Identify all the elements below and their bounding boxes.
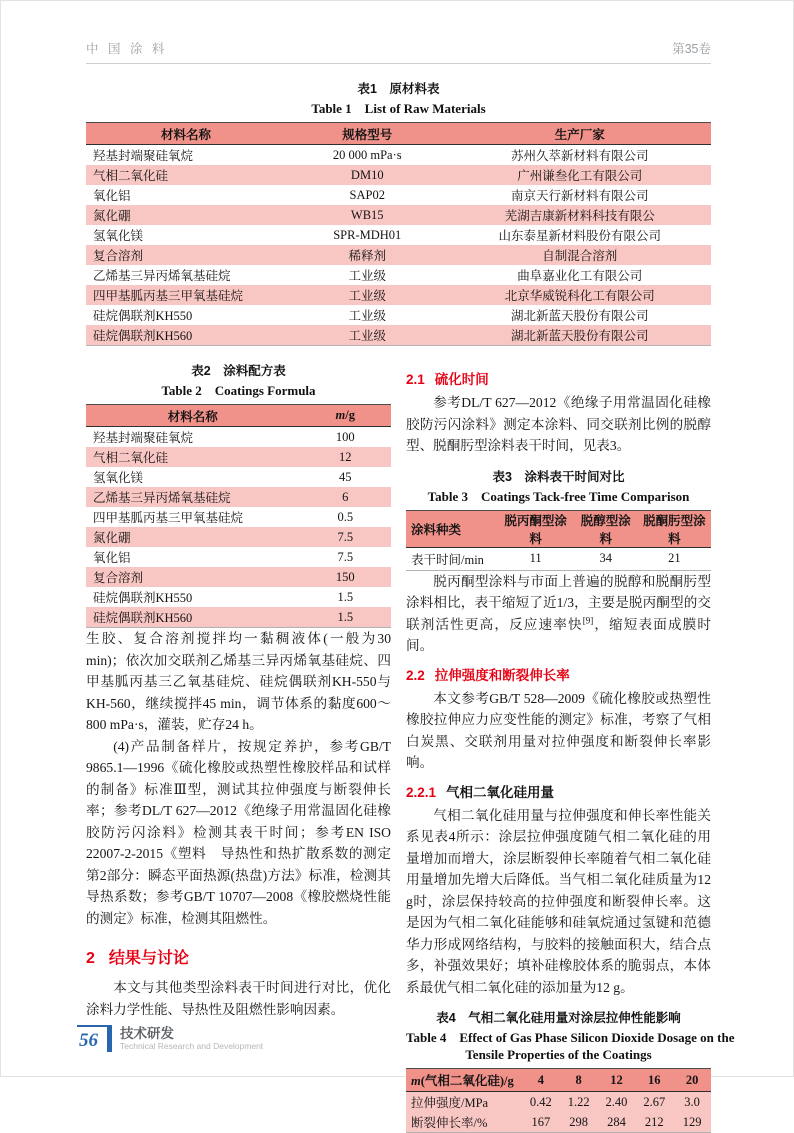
table2-caption-en: Table 2 Coatings Formula: [161, 383, 316, 398]
table-cell: 表干时间/min: [411, 552, 484, 567]
table-header-row: [406, 510, 711, 547]
table-header-cell: 16: [635, 1069, 673, 1092]
table-cell: 拉伸强度/MPa: [411, 1096, 489, 1110]
table-row: [86, 467, 391, 487]
table-header-cell: 涂料种类: [406, 510, 498, 547]
page-number: 56: [77, 1025, 107, 1052]
table-cell: 断裂伸长率/%: [411, 1116, 488, 1130]
unit-symbol: m: [411, 1074, 421, 1088]
table1-caption-zh: 表1 原材料表: [357, 82, 440, 96]
table-row: [406, 1112, 711, 1133]
table-cell: 34: [599, 551, 613, 565]
table-cell: 氧化铝: [93, 551, 131, 565]
table-cell: 乙烯基三异丙烯氧基硅烷: [93, 491, 231, 505]
table-cell: 150: [335, 569, 355, 584]
table-cell: 羟基封端聚硅氧烷: [93, 431, 194, 445]
paragraph-text: ，缩短表面成膜时间。: [406, 616, 712, 653]
table-cell: 21: [668, 551, 681, 565]
table-cell: 212: [644, 1114, 664, 1129]
paragraph: 气相二氧化硅用量与拉伸强度和伸长率性能关系见表4所示：涂层拉伸强度随气相二氧化硅的用量增加而增大，涂层断裂伸长率随着气相二氧化硅用量增加先增大后降低。当气相二氧化硅质量为12 g时，涂层保持较高的拉伸强度和断裂伸长率。这是因为气相二氧化硅能够和硅氧烷通过氢键和范德华力形成网络结构，与胶料的接触面积大，结合点多，补强效果好；填补硅橡胶体系的脆弱点，本体系最优气相二氧化硅的添加量为12 g。: [406, 807, 711, 995]
running-header: [86, 39, 711, 64]
table4-caption-zh: 表4 气相二氧化硅用量对涂层拉伸性能影响: [436, 1011, 681, 1025]
table-header-cell: 脱醇型涂料: [574, 510, 638, 547]
table-header-cell: 规格型号: [286, 123, 449, 145]
section-number: 2: [86, 950, 95, 967]
table-header-cell: 材料名称: [86, 123, 286, 145]
table-cell: SPR-MDH01: [333, 227, 402, 242]
table-cell: 氮化硼: [93, 531, 131, 545]
paragraph-text: 脱丙酮型涂料与市面上普遍的脱醇和脱酮肟型涂料相比，表干缩短了近1/3，主要是脱丙酮型的交联剂活性更高，反应速率快: [406, 573, 711, 632]
table-cell: 工业级: [348, 269, 386, 283]
table-cell: 298: [569, 1114, 588, 1129]
table-cell: 山东泰星新材料股份有限公司: [498, 229, 661, 243]
table-cell: 45: [339, 469, 352, 484]
table-header-row: [86, 123, 711, 145]
table-row: [86, 205, 711, 225]
table-header-cell: 20: [673, 1069, 711, 1092]
table-header-row: [86, 405, 391, 427]
table-header-cell: 脱酮肟型涂料: [638, 510, 711, 547]
footer-section-zh: 技术研发: [120, 1025, 174, 1041]
section-heading-2-2: [406, 664, 711, 684]
table-cell: 硅烷偶联剂KH550: [93, 309, 193, 323]
section-title: 硫化时间: [434, 372, 489, 387]
table2-coatings-formula: [86, 404, 391, 628]
table-cell: 工业级: [348, 329, 386, 343]
table-cell: 3.0: [684, 1094, 700, 1109]
table-header-cell: [300, 405, 392, 427]
paragraph: (4)产品制备样片，按规定养护，参考GB/T 9865.1—1996《硫化橡胶或热塑性橡胶样品和试样的制备》标准Ⅲ型，测试其拉伸强度与断裂伸长率；参考DL/T 627—2012《绝缘子用常温固化硅橡胶防污闪涂料》检测其表干时间；参考EN ISO 22007-2-2015《塑料 导热性和热扩散系数的测定 第2部分：瞬态平面热源(热盘)方法》标准，检测其导热系数；参考GB/T 10707—2008《橡胶燃烧性能的测定》标准，检测其阻燃性。: [86, 738, 405, 926]
footer-section: [120, 1025, 263, 1052]
table-cell: 12: [339, 449, 352, 464]
unit-text: /g: [345, 408, 355, 422]
table-row: [86, 567, 391, 587]
footer-accent-bar: [107, 1025, 112, 1052]
table-row: [86, 527, 391, 547]
table-cell: WB15: [350, 207, 384, 222]
left-column: [86, 361, 405, 1133]
table-cell: 2.67: [643, 1094, 666, 1109]
table-header-cell: 生产厂家: [449, 123, 712, 145]
table-cell: 复合溶剂: [93, 571, 144, 585]
page-content: [86, 79, 735, 1133]
reference-mark: [9]: [582, 614, 594, 625]
table-cell: 南京天行新材料有限公司: [510, 189, 649, 203]
table3-caption-en: Table 3 Coatings Tack-free Time Comparison: [427, 488, 690, 504]
unit-text: (气相二氧化硅)/g: [420, 1074, 514, 1088]
table-row: [86, 185, 711, 205]
table-cell: 自制混合溶剂: [542, 249, 618, 263]
table-cell: 11: [529, 551, 542, 565]
table-cell: 284: [607, 1114, 626, 1129]
table-row: [86, 507, 391, 527]
table-cell: 20 000 mPa·s: [332, 147, 402, 162]
unit-symbol: m: [335, 408, 346, 422]
right-column: [406, 361, 735, 1133]
table-cell: 1.5: [337, 609, 354, 624]
table3-caption-zh: 表3 涂料表干时间对比: [492, 469, 625, 484]
table-cell: 167: [531, 1114, 551, 1129]
table-cell: 羟基封端聚硅氧烷: [93, 149, 194, 163]
table-row: [86, 225, 711, 245]
table-cell: 气相二氧化硅: [93, 451, 169, 465]
table-cell: 1.22: [567, 1094, 590, 1109]
table-cell: 广州谦叁化工有限公司: [517, 169, 643, 183]
table-row: [86, 427, 391, 448]
paragraph: 本文参考GB/T 528—2009《硫化橡胶或热塑性橡胶拉伸应力应变性能的测定》标准，考察了气相白炭黑、交联剂用量对拉伸强度和断裂伸长率影响。: [406, 690, 711, 770]
table-row: [86, 587, 391, 607]
volume-label: 第35卷: [672, 42, 711, 56]
table-cell: 7.5: [337, 549, 354, 564]
table3-tack-free-time: [406, 510, 711, 571]
footer-section-en: Technical Research and Development: [120, 1040, 264, 1051]
table-cell: 0.5: [337, 509, 354, 524]
table-cell: 芜湖吉康新材料科技有限公: [504, 209, 655, 223]
table-cell: 苏州久萃新材料有限公司: [510, 149, 649, 163]
table-cell: 氧化铝: [93, 189, 131, 203]
table-header-row: [406, 1069, 711, 1092]
table4-tensile-properties: [406, 1068, 711, 1133]
table-cell: SAP02: [349, 187, 385, 202]
table-header-cell: 8: [560, 1069, 598, 1092]
table1-raw-materials: [86, 122, 711, 346]
section-title: 气相二氧化硅用量: [446, 784, 555, 800]
paragraph: 参考DL/T 627—2012《绝缘子用常温固化硅橡胶防污闪涂料》测定本涂料、同交联剂比例的脱醇型、脱酮肟型涂料表干时间，见表3。: [406, 395, 711, 453]
table-row: [86, 145, 711, 166]
table-cell: 乙烯基三异丙烯氧基硅烷: [93, 269, 231, 283]
table-row: [86, 305, 711, 325]
paragraph: [406, 571, 711, 657]
table-cell: 硅烷偶联剂KH560: [93, 329, 193, 343]
table-cell: 氢氧化镁: [93, 471, 144, 485]
table-row: [406, 547, 711, 570]
table-row: [86, 285, 711, 305]
table-cell: 四甲基胍丙基三甲氧基硅烷: [93, 511, 244, 525]
table-cell: 1.5: [337, 589, 354, 604]
table-cell: 129: [682, 1114, 702, 1129]
table-row: [86, 607, 391, 628]
section-heading-2-2-1: [406, 781, 711, 801]
journal-name: 中 国 涂 料: [86, 42, 168, 56]
table-header-cell: [406, 1069, 522, 1092]
table-cell: 7.5: [337, 529, 354, 544]
table-cell: 0.42: [529, 1094, 552, 1109]
table-cell: 2.40: [605, 1094, 628, 1109]
table-cell: 气相二氧化硅: [93, 169, 169, 183]
section-number: 2.2: [406, 667, 425, 683]
table-row: [86, 245, 711, 265]
table-row: [86, 447, 391, 467]
table-header-cell: 12: [598, 1069, 636, 1092]
table1-caption-en: Table 1 List of Raw Materials: [311, 101, 486, 116]
table-cell: 工业级: [348, 289, 386, 303]
page-footer: [77, 1025, 263, 1052]
table-header-cell: 4: [522, 1069, 560, 1092]
table-row: [86, 265, 711, 285]
table-cell: 6: [342, 489, 349, 504]
table-cell: 氢氧化镁: [93, 229, 144, 243]
table-row: [406, 1092, 711, 1113]
paragraph: 生胶、复合溶剂搅拌均一黏稠液体(一般为30 min)；依次加交联剂乙烯基三异丙烯氧基硅烷、四甲基胍丙基三乙氧基硅烷、硅烷偶联剂KH-550与KH-560，继续搅拌45 min，调节体系的黏度600～800 mPa·s，灌装，贮存24 h。: [86, 631, 391, 732]
paragraph: 本文与其他类型涂料表干时间进行对比，优化涂料力学性能、导热性及阻燃性影响因素。: [86, 980, 391, 1017]
table-row: [86, 547, 391, 567]
section-title: 拉伸强度和断裂伸长率: [434, 667, 570, 683]
table-cell: 氮化硼: [93, 209, 131, 223]
table-cell: 四甲基胍丙基三甲氧基硅烷: [93, 289, 244, 303]
section-title: 结果与讨论: [108, 950, 189, 967]
table-row: [86, 487, 391, 507]
table-cell: 北京华威锐科化工有限公司: [504, 289, 655, 303]
table-cell: 100: [335, 429, 355, 444]
table-row: [86, 325, 711, 346]
table-cell: 稀释剂: [348, 249, 386, 263]
table2-caption-zh: 表2 涂料配方表: [191, 364, 286, 378]
table4-caption-en: Table 4 Effect of Gas Phase Silicon Dioxide Dosage on the Tensile Properties of the Coatings: [406, 1030, 735, 1062]
table-cell: 硅烷偶联剂KH560: [93, 611, 193, 625]
table-cell: DM10: [350, 167, 384, 182]
table-cell: 硅烷偶联剂KH550: [93, 591, 193, 605]
section-number: 2.2.1: [406, 784, 437, 800]
table-cell: 工业级: [348, 309, 386, 323]
table-header-cell: 脱丙酮型涂料: [498, 510, 574, 547]
table-cell: 曲阜嘉业化工有限公司: [517, 269, 643, 283]
section-heading-2-1: [406, 368, 711, 388]
table-header-cell: 材料名称: [86, 405, 300, 427]
table-row: [86, 165, 711, 185]
section-number: 2.1: [406, 372, 425, 387]
table-cell: 湖北新蓝天股份有限公司: [510, 309, 649, 323]
section-heading-2: [86, 945, 391, 968]
table-cell: 复合溶剂: [93, 249, 144, 263]
table-cell: 湖北新蓝天股份有限公司: [510, 329, 649, 343]
